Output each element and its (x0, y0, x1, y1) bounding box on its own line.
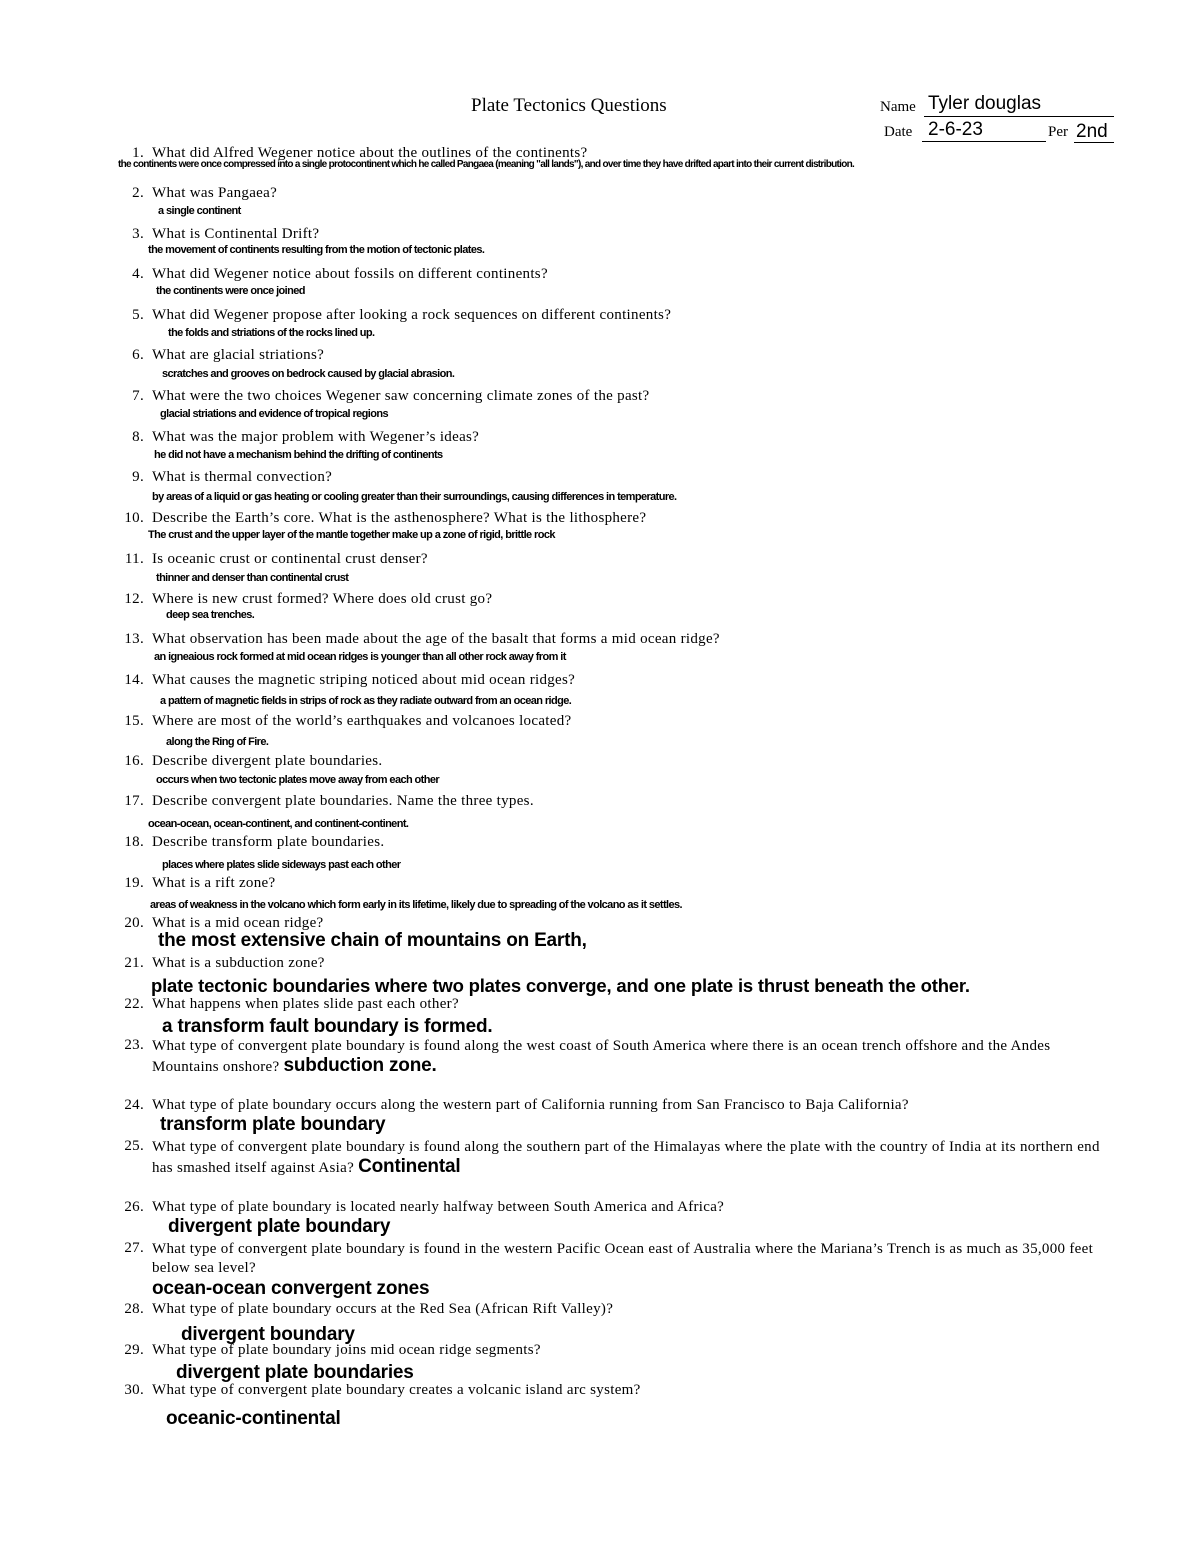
question-text-content: What type of convergent plate boundary is found along the southern part of the Himalayas where the plate with the country of India at its northern end has smashed itself against Asia? (152, 1139, 1100, 1176)
answer-text[interactable]: The crust and the upper layer of the mantle together make up a zone of rigid, brittle rock (148, 529, 555, 541)
answer-text[interactable]: oceanic-continental (166, 1408, 341, 1429)
answer-text[interactable]: thinner and denser than continental crust (156, 572, 349, 584)
name-field[interactable]: Tyler douglas (928, 93, 1042, 114)
question-text: What happens when plates slide past each other? (152, 996, 459, 1012)
answer-text[interactable]: plate tectonic boundaries where two plates converge, and one plate is thrust beneath the other. (151, 975, 970, 996)
answer-text[interactable]: glacial striations and evidence of tropical regions (160, 408, 388, 420)
question-number: 4. (132, 266, 144, 282)
question-text: What is a subduction zone? (152, 955, 325, 971)
page-title: Plate Tectonics Questions (471, 95, 667, 116)
question-number: 18. (124, 834, 144, 850)
question-text: What is a mid ocean ridge? (152, 915, 324, 931)
answer-text[interactable]: a pattern of magnetic fields in strips of rock as they radiate outward from an ocean ridge. (160, 695, 572, 707)
question-text: Is oceanic crust or continental crust denser? (152, 551, 428, 567)
question-text: Describe divergent plate boundaries. (152, 753, 383, 769)
date-field[interactable]: 2-6-23 (928, 119, 983, 140)
answer-text[interactable]: the continents were once compressed into a single protocontinent which he called Pangaea (meaning "all lands"), and over time they have drifted apart into their current distribution. (118, 159, 855, 170)
per-underline (1074, 142, 1114, 143)
question-text: What was Pangaea? (152, 185, 278, 201)
answer-text[interactable]: divergent plate boundary (168, 1216, 391, 1237)
answer-text[interactable]: Continental (358, 1156, 461, 1177)
question-text: What type of plate boundary occurs at the Red Sea (African Rift Valley)? (152, 1301, 614, 1317)
question-text: Describe the Earth’s core. What is the asthenosphere? What is the lithosphere? (152, 510, 647, 526)
question-number: 24. (124, 1097, 144, 1113)
question-text: What causes the magnetic striping noticed about mid ocean ridges? (152, 672, 576, 688)
question-number: 7. (132, 388, 144, 404)
question-number: 9. (132, 469, 144, 485)
question-text: Describe transform plate boundaries. (152, 834, 385, 850)
question-text: What type of convergent plate boundary is found in the western Pacific Ocean east of Australia where the Mariana’s Trench is as much as 35,000 feet below sea level? (152, 1241, 1094, 1276)
name-label: Name (880, 99, 916, 115)
question-text: What were the two choices Wegener saw concerning climate zones of the past? (152, 388, 650, 404)
question-number: 14. (124, 672, 144, 688)
answer-text[interactable]: occurs when two tectonic plates move away from each other (156, 774, 440, 786)
question-number: 29. (124, 1342, 144, 1358)
question-text: What type of plate boundary joins mid ocean ridge segments? (152, 1342, 541, 1358)
question-number: 27. (124, 1240, 144, 1256)
answer-text[interactable]: subduction zone. (283, 1055, 437, 1076)
question-number: 20. (124, 915, 144, 931)
answer-text[interactable]: ocean-ocean, ocean-continent, and continent-continent. (148, 818, 409, 830)
answer-text[interactable]: he did not have a mechanism behind the drifting of continents (154, 449, 443, 461)
answer-text[interactable]: ocean-ocean convergent zones (152, 1278, 430, 1299)
question-number: 6. (132, 347, 144, 363)
question-number: 28. (124, 1301, 144, 1317)
question-text: What type of plate boundary is located nearly halfway between South America and Africa? (152, 1199, 725, 1215)
answer-text[interactable]: scratches and grooves on bedrock caused by glacial abrasion. (162, 368, 455, 380)
question-text: What is Continental Drift? (152, 226, 320, 242)
answer-text[interactable]: the continents were once joined (156, 285, 305, 297)
answer-text[interactable]: divergent plate boundaries (176, 1362, 414, 1383)
question-text: What did Wegener propose after looking a rock sequences on different continents? (152, 307, 672, 323)
question-number: 22. (124, 996, 144, 1012)
answer-text[interactable]: transform plate boundary (160, 1114, 386, 1135)
question-text: Where are most of the world’s earthquakes and volcanoes located? (152, 713, 572, 729)
question-number: 26. (124, 1199, 144, 1215)
question-text (152, 1138, 1112, 1178)
answer-text[interactable]: deep sea trenches. (166, 609, 255, 621)
question-text: What type of convergent plate boundary creates a volcanic island arc system? (152, 1382, 641, 1398)
question-text: What is thermal convection? (152, 469, 333, 485)
question-number: 8. (132, 429, 144, 445)
question-number: 12. (124, 591, 144, 607)
question-text: What is a rift zone? (152, 875, 276, 891)
question-number: 23. (124, 1037, 144, 1053)
answer-text[interactable]: a transform fault boundary is formed. (162, 1016, 493, 1037)
answer-text[interactable]: a single continent (158, 205, 241, 217)
per-field[interactable]: 2nd (1076, 121, 1108, 142)
question-number: 17. (124, 793, 144, 809)
answer-text[interactable]: the movement of continents resulting from the motion of tectonic plates. (148, 244, 485, 256)
question-number: 25. (124, 1138, 144, 1154)
question-text: What did Alfred Wegener notice about the outlines of the continents? (152, 145, 588, 161)
question-text: Describe convergent plate boundaries. Name the three types. (152, 793, 534, 809)
question-number: 15. (124, 713, 144, 729)
question-number: 1. (132, 145, 144, 161)
question-number: 21. (124, 955, 144, 971)
question-text-content: What type of convergent plate boundary is found along the west coast of South America where there is an ocean trench offshore and the Andes Mountains onshore? (152, 1038, 1051, 1075)
date-label: Date (884, 124, 913, 140)
question-number: 19. (124, 875, 144, 891)
question-text: What are glacial striations? (152, 347, 325, 363)
answer-text[interactable]: the most extensive chain of mountains on Earth, (158, 930, 587, 951)
question-text (152, 1037, 1112, 1077)
question-number: 13. (124, 631, 144, 647)
question-text: What type of plate boundary occurs along the western part of California running from San Francisco to Baja California? (152, 1097, 909, 1113)
answer-text[interactable]: areas of weakness in the volcano which form early in its lifetime, likely due to spreading of the volcano as it settles. (150, 899, 682, 911)
question-text: What did Wegener notice about fossils on different continents? (152, 266, 548, 282)
per-label: Per (1048, 124, 1068, 140)
name-underline (924, 116, 1114, 117)
answer-text[interactable]: by areas of a liquid or gas heating or cooling greater than their surroundings, causing differences in temperature. (152, 491, 677, 503)
question-text: What was the major problem with Wegener’s ideas? (152, 429, 480, 445)
question-number: 3. (132, 226, 144, 242)
question-number: 30. (124, 1382, 144, 1398)
question-number: 10. (124, 510, 144, 526)
answer-text[interactable]: places where plates slide sideways past each other (162, 859, 401, 871)
answer-text[interactable]: divergent boundary (181, 1324, 355, 1345)
question-text: Where is new crust formed? Where does old crust go? (152, 591, 493, 607)
question-number: 2. (132, 185, 144, 201)
answer-text[interactable]: the folds and striations of the rocks lined up. (168, 327, 375, 339)
answer-text[interactable]: along the Ring of Fire. (166, 736, 269, 748)
date-underline (922, 141, 1046, 142)
question-number: 16. (124, 753, 144, 769)
question-text: What observation has been made about the age of the basalt that forms a mid ocean ridge? (152, 631, 720, 647)
question-number: 5. (132, 307, 144, 323)
answer-text[interactable]: an igneaious rock formed at mid ocean ridges is younger than all other rock away from it (154, 651, 566, 663)
question-number: 11. (124, 551, 144, 567)
